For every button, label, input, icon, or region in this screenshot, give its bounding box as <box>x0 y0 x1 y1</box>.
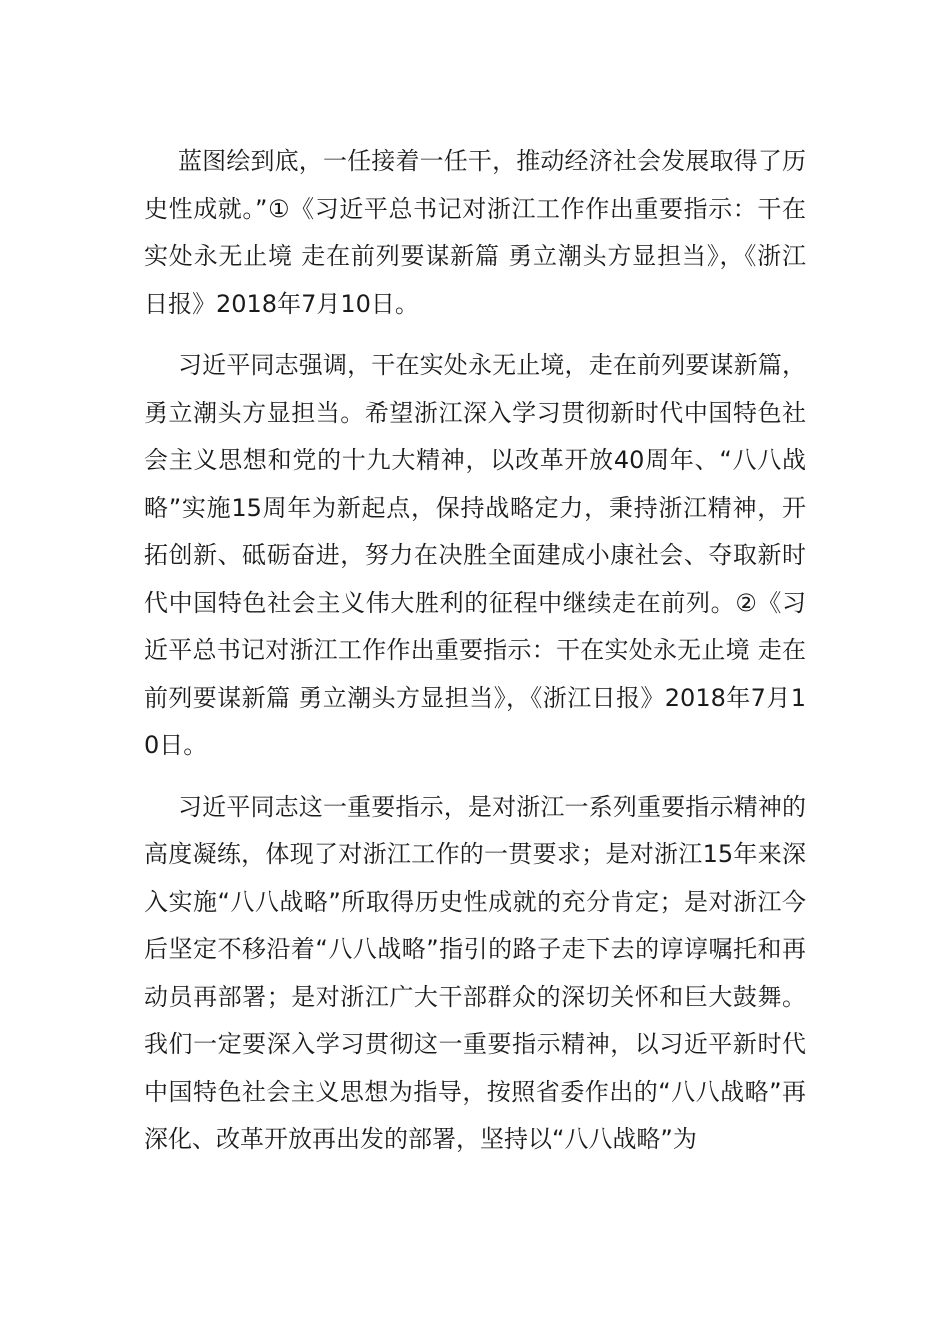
paragraph-1: 蓝图绘到底，一任接着一任干，推动经济社会发展取得了历史性成就。”①《习近平总书记对浙江工作作出重要指示：干在实处永无止境 走在前列要谋新篇 勇立潮头方显担当》，《浙江日报》2018年7月10日。 <box>144 147 806 318</box>
paragraph-3: 习近平同志这一重要指示，是对浙江一系列重要指示精神的高度凝练，体现了对浙江工作的一贯要求；是对浙江15年来深入实施“八八战略”所取得历史性成就的充分肯定；是对浙江今后坚定不移沿着“八八战略”指引的路子走下去的谆谆嘱托和再动员再部署；是对浙江广大干部群众的深切关怀和巨大鼓舞。我们一定要深入学习贯彻这一重要指示精神，以习近平新时代中国特色社会主义思想为指导，按照省委作出的“八八战略”再深化、改革开放再出发的部署，坚持以“八八战略”为 <box>144 792 806 1153</box>
document-body <box>144 138 806 1178</box>
paragraph-2: 习近平同志强调，干在实处永无止境，走在前列要谋新篇，勇立潮头方显担当。希望浙江深入学习贯彻新时代中国特色社会主义思想和党的十九大精神，以改革开放40周年、“八八战略”实施15周年为新起点，保持战略定力，秉持浙江精神，开拓创新、砥砺奋进，努力在决胜全面建成小康社会、夺取新时代中国特色社会主义伟大胜利的征程中继续走在前列。②《习近平总书记对浙江工作作出重要指示：干在实处永无止境 走在前列要谋新篇 勇立潮头方显担当》，《浙江日报》2018年7月10日。 <box>144 351 806 759</box>
